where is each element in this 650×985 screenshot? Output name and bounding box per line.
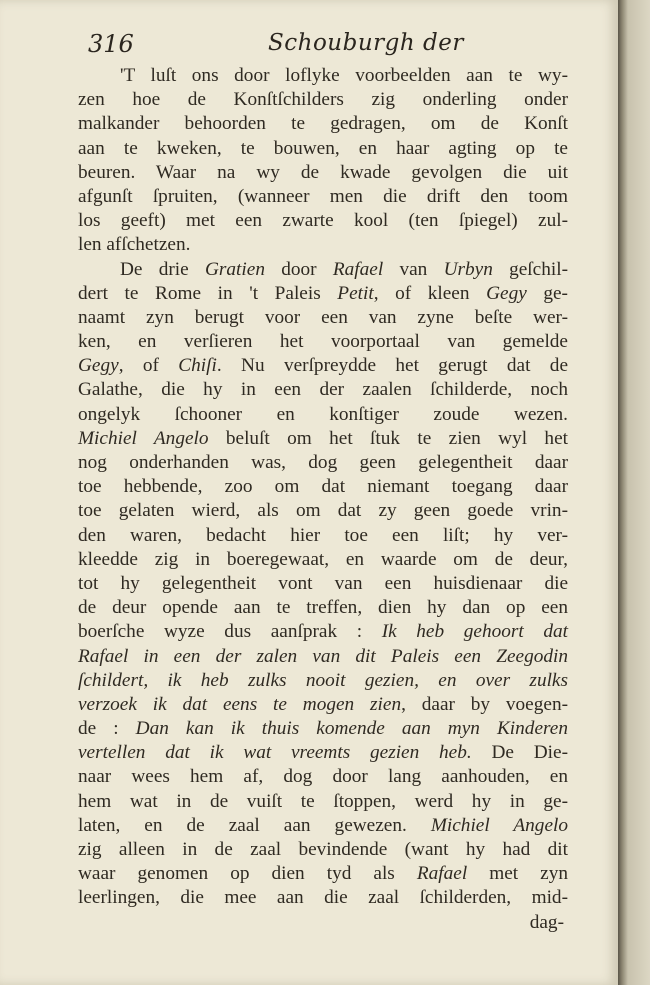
text-segment: De drie [120,258,205,280]
text-line [78,161,568,185]
text-line [78,330,568,354]
text-segment: dert te Rome in 't Paleis [78,282,338,304]
text-segment: met zyn [467,863,568,885]
text-segment: , of [118,355,179,377]
text-segment: kleedde zig in boeregewaat, en waarde om de deur, [78,548,568,570]
text-segment: zig alleen in de zaal bevindende (want hy had dit [78,839,568,860]
text-segment: door [264,258,333,280]
text-segment: hem wat in de vuiſt te ſtoppen, werd hy in ge- [78,790,568,812]
page-header [88,30,568,62]
text-line [78,620,568,644]
text-line [78,354,568,378]
text-line [78,669,568,693]
text-segment: De Die- [471,742,568,764]
text-line [78,741,568,765]
italic-text: Rafael [416,863,468,885]
book-gutter [618,0,650,985]
text-line [78,572,568,596]
text-segment: de : [78,718,136,740]
text-line [78,112,568,136]
italic-text: Michiel Angelo [78,427,209,449]
text-segment: , daar by voegen- [401,693,569,715]
text-line [78,403,568,427]
text-line [78,693,568,717]
text-segment: waar genomen op dien tyd als [78,863,417,885]
text-segment: den waren, bedacht hier toe een liſt; hy ver- [78,524,568,546]
italic-text: Gratien [204,258,265,280]
text-segment: toe hebbende, zoo om dat niemant toegang daar [78,476,568,498]
text-segment: Galathe, die hy in een der zaalen ſchilderde, noch [78,379,568,401]
text-segment: tot hy gelegentheit vont van een huisdienaar die [78,572,568,594]
text-segment: aan te kweken, te bouwen, en haar agting op te [78,137,568,159]
italic-text: verzoek ik dat eens te mogen zien [78,693,402,715]
text-segment: boerſche wyze dus aanſprak : [78,621,382,643]
text-segment: naamt zyn berugt voor een van zyne beſte wer- [78,306,568,328]
text-line [78,258,568,282]
text-line [78,717,568,741]
text-line [78,427,568,451]
italic-text: Michiel Angelo [430,814,568,836]
text-segment: zen hoe de Konſtſchilders zig onderling onder [78,89,568,111]
page-number: 316 [88,30,134,58]
italic-text: Rafael [332,258,384,280]
text-line [78,886,568,910]
text-line [78,475,568,499]
italic-text: Petit [337,282,374,304]
text-line [78,838,568,862]
italic-text: Gegy [78,355,119,377]
text-line [78,137,568,161]
italic-text: vertellen dat ik wat vreemts gezien heb. [78,742,472,764]
body-text [78,64,568,935]
text-line [78,306,568,330]
text-segment: nog onderhanden was, dog geen gelegentheit daar [78,452,568,473]
text-segment: afgunſt ſpruiten, (wanneer men die drift den toom [78,185,568,207]
italic-text: Chiſi [178,355,217,377]
text-line [78,233,568,257]
text-line [78,790,568,814]
text-segment: . Nu verſpreydde het gerugt dat de [216,355,568,377]
text-line [78,209,568,233]
text-line [78,185,568,209]
text-segment: geſchil- [492,258,568,280]
text-segment: beluſt om het ſtuk te zien wyl het [208,427,568,449]
text-segment: , of kleen [373,282,487,304]
italic-text: Urbyn [443,258,493,280]
text-segment: leerlingen, die mee aan die zaal ſchilderden, mid- [78,887,568,909]
italic-text: Gegy [486,282,527,304]
text-segment: los geeft) met een zwarte kool (ten ſpiegel) zul- [78,210,568,232]
text-segment: naar wees hem af, dog door lang aanhouden, en [78,766,568,788]
text-line [78,64,568,88]
text-segment: dag- [529,911,564,933]
text-segment: len afſchetzen. [78,234,191,256]
text-segment: laten, en de zaal aan gewezen. [78,814,431,836]
text-segment: ge- [526,282,568,304]
italic-text: ſchildert, ik heb zulks nooit gezien, en over zulks [78,669,568,691]
italic-text: Rafael in een der zalen van dit Paleis een Zeegodin [78,645,568,667]
text-segment: de deur opende aan te treffen, dien hy dan op een [78,597,568,619]
text-line [78,499,568,523]
italic-text: Dan kan ik thuis komende aan myn Kinderen [135,718,568,740]
text-line [78,451,568,475]
text-segment: ken, en verſieren het voorportaal van gemelde [78,331,568,353]
text-segment: 'T luſt ons door loflyke voorbeelden aan te wy- [120,65,568,86]
text-line [78,911,568,935]
text-segment: toe gelaten wierd, als om dat zy geen goede vrin- [78,500,568,522]
running-head: Schouburgh der [268,30,464,56]
italic-text: Ik heb gehoort dat [381,621,568,643]
text-line [78,814,568,838]
text-segment: van [383,258,444,280]
text-line [78,524,568,548]
text-line [78,645,568,669]
text-line [78,765,568,789]
text-line [78,548,568,572]
text-segment: malkander behoorden te gedragen, om de Konſt [78,113,568,135]
text-line [78,88,568,112]
text-segment: beuren. Waar na wy de kwade gevolgen die uit [78,161,568,183]
text-segment: ongelyk ſchooner en konſtiger zoude wezen. [78,403,568,425]
text-line [78,596,568,620]
text-line [78,282,568,306]
text-line [78,378,568,402]
text-line [78,862,568,886]
